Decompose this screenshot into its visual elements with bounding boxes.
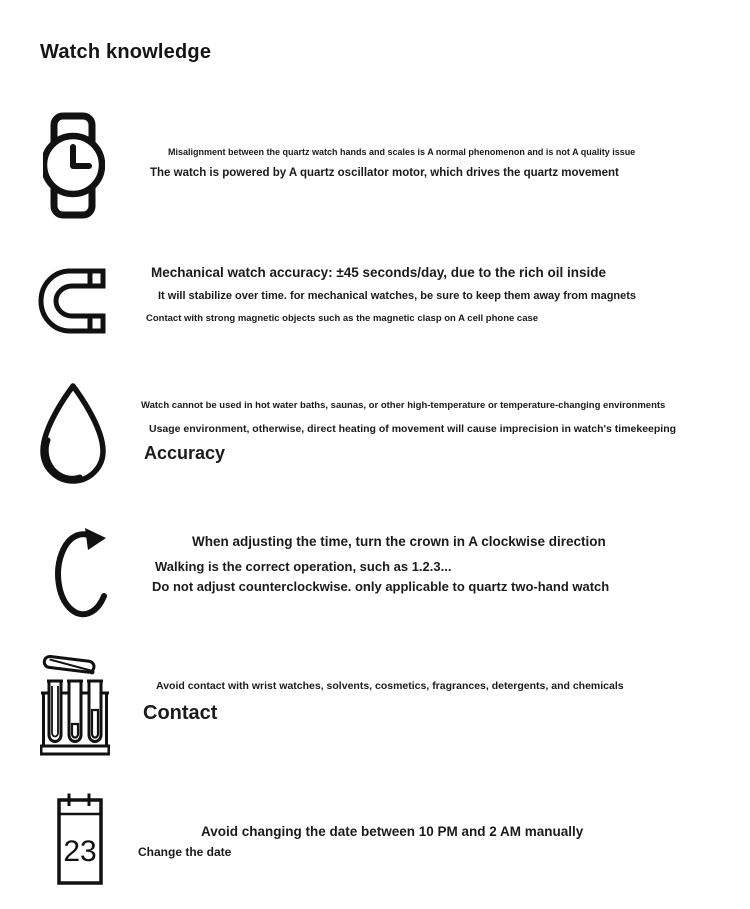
note-line: Contact with strong magnetic objects such as the magnetic clasp on A cell phone case [146, 313, 539, 324]
note-line: Avoid contact with wrist watches, solvents, cosmetics, fragrances, detergents, and chemicals [156, 680, 624, 692]
note-line: The watch is powered by A quartz oscillator motor, which drives the quartz movement [150, 167, 619, 179]
note-line: Mechanical watch accuracy: ±45 seconds/day, due to the rich oil inside [151, 265, 607, 280]
note-line: Change the date [138, 845, 232, 859]
test-tubes-icon [40, 650, 110, 758]
magnet-icon [38, 268, 106, 334]
note-heading: Contact [143, 702, 218, 724]
clockwise-arrow-icon [46, 524, 112, 618]
note-line: Walking is the correct operation, such as 1.2.3... [155, 559, 452, 574]
note-line: Usage environment, otherwise, direct heating of movement will cause imprecision in watch's timekeeping [149, 423, 677, 435]
water-drop-icon [37, 381, 109, 487]
note-line: Do not adjust counterclockwise. only applicable to quartz two-hand watch [152, 579, 610, 594]
note-line: Avoid changing the date between 10 PM and 2 AM manually [201, 824, 584, 839]
note-line: Watch cannot be used in hot water baths, saunas, or other high-temperature or temperature-changing environments [141, 400, 666, 411]
note-line: When adjusting the time, turn the crown in A clockwise direction [192, 534, 606, 549]
calendar-day-number: 23 [63, 835, 97, 868]
note-heading: Accuracy [144, 443, 226, 463]
calendar-icon [57, 793, 103, 885]
wristwatch-icon [43, 112, 105, 219]
note-line: Misalignment between the quartz watch hands and scales is A normal phenomenon and is not A quality issue [168, 147, 636, 157]
page-title: Watch knowledge [40, 41, 212, 63]
note-line: It will stabilize over time. for mechanical watches, be sure to keep them away from magnets [158, 290, 637, 302]
